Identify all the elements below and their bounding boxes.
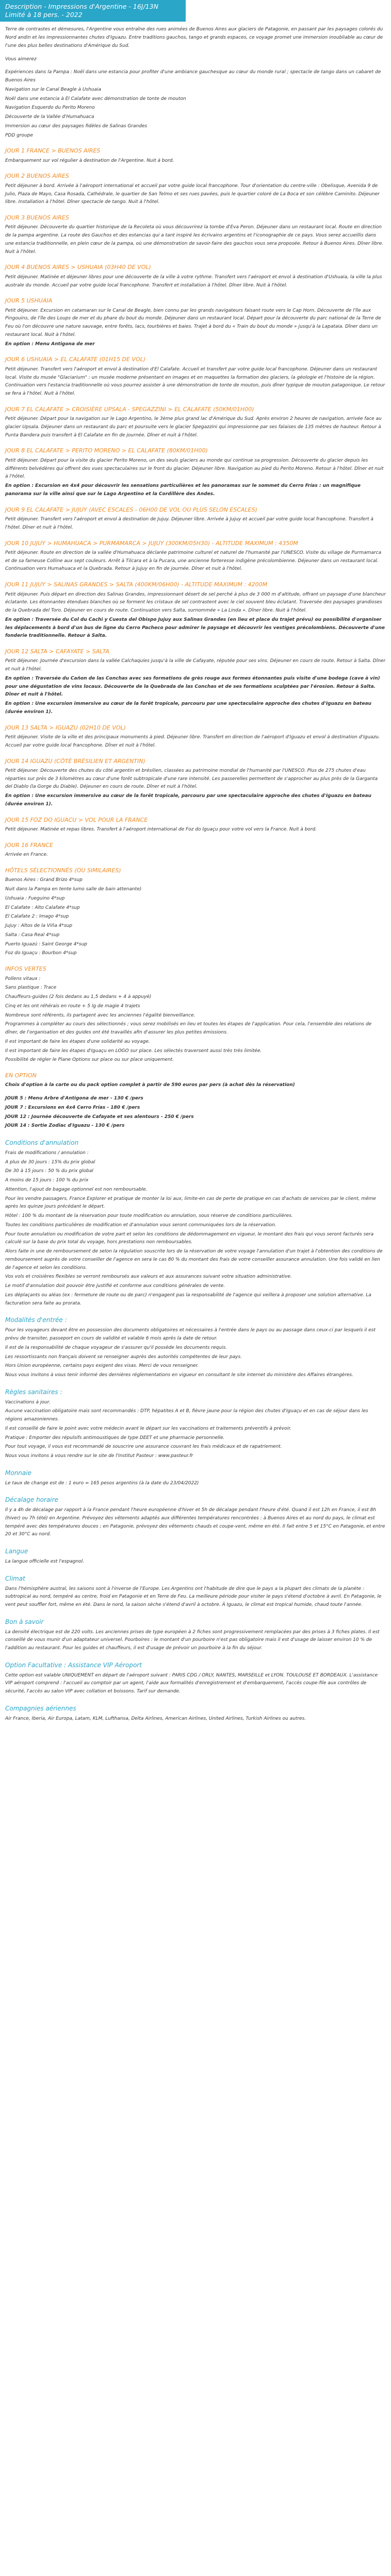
highlight-item: PDD groupe (5, 132, 34, 138)
condition-item: Alors faite in une de remboursement de selon la régulation souscrite lors de la réservation de votre voyage l'annulation d'un trajet à l'obtention des conditions de remboursement auprès de votre conseiller de l'agence en sera le cas 80 % du montant des frais de votre conseiller assurance annulation. Une fois validé en lien de l'agence et selon les conditions. (5, 1249, 383, 1270)
monnaie-section (5, 1469, 386, 1488)
assistance-text: Cette option est valable UNIQUEMENT en départ de l'aéroport suivant : PARIS CDG / ORLY, NANTES, MARSEILLE et LYON. TOULOUSE ET BORDEAUX. L'assistance VIP aéroport comprend : l'accueil au comptoir par un agent, l'aide aux formalités d'enregistrement et d'embarquement, l'accès coupe-file aux contrôles de sécurité, l'accès au salon VIP avec collation et boissons. Tarif sur demande. (5, 1672, 378, 1694)
sanitaire-item: Pour tout voyage, il vous est recommandé de souscrire une assurance couvrant les frais médicaux et de rapatriement. (5, 1444, 282, 1450)
intro-paragraph: Terre de contrastes et démesures, l'Argentine vous entraîne des rues animées de Buenos Aires aux glaciers de Patagonie, en passant par les paysages colorés du Nord andin et les impressionnantes chutes d'Iguazu. Entre traditions gauchos, tango et grands espaces, ce voyage promet une immersion inoubliable au cœur de l'une des plus belles destinations d'Amérique du Sud. (5, 27, 383, 48)
sanitaire-item: Nous vous invitons à vous rendre sur le site de l'Institut Pasteur : www.pasteur.fr (5, 1453, 193, 1459)
modalites-heading: Modalités d'entrée : (5, 1316, 67, 1324)
intro-section (5, 26, 386, 140)
highlight-item: Noël dans une estancia à El Calafate avec démonstration de tonte de mouton (5, 96, 186, 101)
day-section (5, 539, 386, 574)
condition-item: Les déplaçants ou aléas (ex : fermeture de route ou de parc) n'engagent pas la responsabilité de l'agence qui veillera à proposer une solution alternative. La facturation sera faite au prorata. (5, 1292, 371, 1306)
assistance-heading: Option Facultative : Assistance VIP Aéroport (5, 1661, 142, 1669)
day-heading: JOUR 2 BUENOS AIRES (5, 173, 69, 180)
hotels-heading: HÔTELS SÉLECTIONNÉS (OU SIMILAIRES) (5, 867, 121, 874)
langue-section (5, 1547, 386, 1566)
hotels-section (5, 867, 386, 958)
day-paragraph: Petit déjeuner. Départ pour la visite du glacier Perito Moreno, un des seuls glaciers au monde qui continue sa progression. Découverte du glacier depuis les différents belvédères qui offrent des vues spectaculaires sur le front du glacier. Déjeuner libre. Navigation au pied du Perito Moreno. Retour à l'hôtel. Dîner et nuit à l'hôtel. (5, 457, 384, 480)
highlight-item: Expériences dans la Pampa : Noël dans une estancia pour profiter d'une ambiance gauchesque au cœur du monde rural ; spectacle de tango dans un cabaret de Buenos Aires (5, 70, 381, 83)
day-section (5, 841, 386, 859)
day-paragraph: Petit déjeuner. Départ pour la navigation sur le Lago Argentino, le 3ème plus grand lac d'Amérique du Sud. Après environ 2 heures de navigation, arrivée face au glacier Upsala. Déjeuner dans un restaurant du parc et poursuite vers le glacier Spegazzini qui impressionne par ses falaises de 135 mètres de hauteur. Retour à Punta Bandera puis transfert à El Calafate en fin de journée. Dîner et nuit à l'hôtel. (5, 416, 382, 438)
day-heading: JOUR 16 FRANCE (5, 841, 53, 849)
day-paragraph: En option : Une excursion immersive au cœur de la forêt tropicale, parcouru par une spectaculaire approche des chutes d'Iguazu en bateau (durée environ 1). (5, 701, 371, 715)
day-heading: JOUR 13 SALTA > IGUAZU (02H10 DE VOL) (5, 724, 126, 731)
day-paragraph: Petit déjeuner. Découverte des chutes du côté argentin et brésilien, classées au patrimoine mondial de l'humanité par l'UNESCO. Plus de 275 chutes d'eau réparties sur près de 3 kilomètres au cœur d'une forêt subtropicale d'une rare intensité. Les passerelles permettent de s'approcher au plus près de la Garganta del Diablo (la Gorge du Diable). Déjeuner en cours de route. Dîner et nuit à l'hôtel. (5, 768, 378, 790)
day-section (5, 172, 386, 207)
day-section (5, 648, 386, 717)
info-item: Il est important de faire les étapes d'une solidarité au voyage. (5, 1039, 150, 1044)
day-heading: JOUR 14 IGUAZU (CÔTÉ BRÉSILIEN ET ARGENTIN) (5, 757, 145, 765)
day-paragraph: Petit déjeuner. Découverte du quartier historique de la Recoleta où vous découvrirez la tombe d'Eva Peron. Déjeuner dans un restaurant local. Route en direction de la pampa argentine. La route des Gauchos et des estancias qui a tant inspiré les écrivains argentins et l'iconographie de ce pays. Vous serez accueillis dans une estancia traditionnelle, en plein cœur de la pampa, où une démonstration de savoir-faire des gauchos vous sera proposée. Retour à Buenos Aires. Dîner libre. Nuit à l'hôtel. (5, 225, 384, 255)
climat-text: Dans l'hémisphère austral, les saisons sont à l'inverse de l'Europe. Les Argentins ont l'habitude de dire que le pays a la plupart des climats de la planète : subtropical au nord, tempéré au centre, froid en Patagonie et en Terre de Feu. La meilleure période pour visiter le pays s'étend d'octobre à avril. En Patagonie, le vent peut souffler fort, même en été. Dans le nord, la saison sèche s'étend d'avril à octobre. À Iguazu, le climat est tropical humide, chaud toute l'année. (5, 1586, 382, 1607)
day-paragraph: Petit déjeuner. Visite de la ville et des principaux monuments à pied. Déjeuner libre. Transfert en direction de l'aéroport d'Iguazu et envol à destination d'Iguazu. Accueil par votre guide local francophone. Dîner et nuit à l'hôtel. (5, 735, 380, 748)
bonasavoir-section (5, 1618, 386, 1653)
day-section (5, 447, 386, 498)
hotel-item: Salta : Casa Real 4*sup (5, 932, 60, 938)
hotel-item: Nuit dans la Pampa en tente lumo salle de bain attenante) (5, 887, 142, 892)
bonasavoir-text: La densité électrique est de 220 volts. Les anciennes prises de type européen à 2 fiches sont progressivement remplacées par des prises à 3 fiches plates. Il est conseillé de vous munir d'un adaptateur universel. Pourboires : le montant d'un pourboire n'est pas obligatoire mais il est d'usage de laisser environ 10 % de l'addition au restaurant. Pour les guides et chauffeurs, il est d'usage de prévoir un pourboire à la fin du séjour. (5, 1629, 380, 1651)
langue-heading: Langue (5, 1548, 28, 1555)
monnaie-heading: Monnaie (5, 1469, 31, 1477)
day-paragraph: En option : Excursion en 4x4 pour découvrir les sensations particulières et les panoramas sur le sommet du Cerro Frías : un magnifique panorama sur la ville ainsi que sur le Lago Argentino et la Cordillère des Andes. (5, 483, 361, 497)
info-item: Cinq et les ont réhérais en route + 5 lg de magie 4 trajets (5, 1003, 140, 1009)
day-section (5, 405, 386, 440)
option-list (5, 1095, 386, 1130)
condition-item: Frais de modifications / annulation : (5, 1150, 89, 1156)
day-paragraph: Petit déjeuner. Puis départ en direction des Salinas Grandes, impressionnant désert de sel perché à plus de 3 000 m d'altitude, offrant un paysage d'une blancheur éclatante. Les étonnantes étendues blanches où se forment les cristaux de sel contrastent avec le ciel souvent bleu éclatant. Traversée des paysages grandioses de la Quebrada del Toro. Déjeuner en cours de route. Continuation vers Salta, surnommée « La Linda ». Dîner libre. Nuit à l'hôtel. (5, 591, 386, 614)
day-heading: JOUR 10 JUJUY > HUMAHUACA > PURMAMARCA > JUJUY (300KM/05H30) - ALTITUDE MAXIMUM : 4350M (5, 539, 298, 547)
day-paragraph: Arrivée en France. (5, 852, 48, 858)
condition-item: Le motif d'annulation doit pouvoir être justifié et conforme aux conditions générales de vente. (5, 1283, 225, 1289)
conditions-heading: Conditions d'annulation (5, 1139, 79, 1147)
option-item: JOUR 12 : Journée découverte de Cafayate et ses alentours - 250 € /pers (5, 1114, 194, 1120)
day-heading: JOUR 3 BUENOS AIRES (5, 214, 69, 222)
compagnies-text: Air France, Iberia, Air Europa, Latam, KLM, Lufthansa, Delta Airlines, American Airlines, United Airlines, Turkish Airlines ou autres. (5, 1716, 306, 1721)
description-content (0, 26, 391, 1739)
sanitaire-item: Vaccinations à jour. (5, 1399, 51, 1405)
modalite-item: Nous vous invitons à vous tenir informé des dernières réglementations en vigueur en consultant le site internet du ministère des Affaires étrangères. (5, 1372, 353, 1378)
day-paragraph: En option : Traversée du Col du Cachi y Cuesta del Obispo Jujuy aux Salinas Grandes (en lieu et place du trajet prévu) ou possibilité d'organiser les déplacements à bord d'un bus de ligne du Cerro Pacheco pour admirer le paysage et découvrir les vestiges précolombiens. Découverte d'une fonderie traditionnelle. Retour à Salta. (5, 617, 385, 639)
day-heading: JOUR 1 FRANCE > BUENOS AIRES (5, 147, 101, 155)
day-heading: JOUR 7 EL CALAFATE > CROISIÈRE UPSALA - SPEGAZZINI > EL CALAFATE (50KM/01H00) (5, 405, 254, 413)
day-heading: JOUR 6 USHUAIA > EL CALAFATE (01H15 DE VOL) (5, 356, 146, 363)
conditions-list (5, 1149, 386, 1308)
day-heading: JOUR 9 EL CALAFATE > JUJUY (AVEC ESCALES - 06H00 DE VOL OU PLUS SELON ESCALES) (5, 506, 257, 513)
sanitaire-list (5, 1399, 386, 1461)
day-section (5, 506, 386, 532)
day-section (5, 757, 386, 809)
conditions-section (5, 1139, 386, 1308)
hotel-item: El Calafate : Alto Calafate 4*sup (5, 905, 80, 910)
day-paragraph: Petit déjeuner à bord. Arrivée à l'aéroport international et accueil par votre guide local francophone. Tour d'orientation du centre-ville : Obelisque, Avenida 9 de Julio, Plaza de Mayo, Casa Rosada, Cathédrale, le quartier de San Telmo et ses rues pavées, puis le quartier coloré de La Boca et son célèbre Caminito. Déjeuner libre. Installation à l'hôtel. Dîner spectacle de tango. Nuit à l'hôtel. (5, 183, 380, 205)
info-item: Pollens vitaux : (5, 976, 41, 981)
option-heading: EN OPTION (5, 1072, 37, 1079)
day-heading: JOUR 15 FOZ DO IGUACU > VOL POUR LA FRANCE (5, 816, 148, 823)
condition-item: Attention, l'ajout de bagage optionnel est non remboursable. (5, 1187, 148, 1192)
day-paragraph: Petit déjeuner. Excursion en catamaran sur le Canal de Beagle, bien connu par les grands navigateurs faisant route vers le Cap Horn. Découverte de l'île aux Pingouins, de l'île des Loups de mer et du phare du bout du monde. Déjeuner dans un restaurant local. Départ pour la découverte du parc national de la Terre de Feu où l'on découvre une nature sauvage, entre forêts, lacs, tourbières et baies. Trajet à bord du « Train du bout du monde » jusqu'à la Lapataia. Dîner dans un restaurant local. Nuit à l'hôtel. (5, 308, 381, 337)
bonasavoir-heading: Bon à savoir (5, 1618, 44, 1625)
modalite-item: Il est de la responsabilité de chaque voyageur de s'assurer qu'il possède les documents requis. (5, 1345, 227, 1350)
condition-item: A plus de 30 jours : 15% du prix global (5, 1159, 95, 1165)
hotel-item: Ushuaia : Fueguino 4*sup (5, 895, 65, 901)
decalage-section (5, 1496, 386, 1539)
day-paragraph: Petit déjeuner. Matinée et repas libres. Transfert à l'aéroport international de Foz do Iguaçu pour votre vol vers la France. Nuit à bord. (5, 827, 317, 833)
sanitaire-heading: Règles sanitaires : (5, 1388, 62, 1396)
day-section (5, 263, 386, 290)
info-item: Sans plastique : Trace (5, 985, 57, 991)
day-heading: JOUR 5 USHUAIA (5, 297, 53, 304)
sanitaire-item: Il est conseillé de faire le point avec votre médecin avant le départ sur les vaccinations et traitements préventifs à prévoir. (5, 1426, 291, 1431)
day-heading: JOUR 12 SALTA > CAFAYATE > SALTA (5, 648, 109, 655)
day-paragraph: Petit déjeuner. Transfert vers l'aéroport et envol à destination de Jujuy. Déjeuner libre. Arrivée à Jujuy et accueil par votre guide local francophone. Transfert à l'hôtel. Dîner et nuit à l'hôtel. (5, 517, 373, 530)
infos-list (5, 975, 386, 1065)
day-heading: JOUR 8 EL CALAFATE > PERITO MORENO > EL CALAFATE (80KM/01H00) (5, 447, 208, 454)
condition-item: Hôtel : 100 % du montant de la réservation pour toute modification ou annulation, sous réserve de conditions particulières. (5, 1213, 293, 1219)
infos-section (5, 965, 386, 1064)
highlight-item: Navigation sur le Canal Beagle à Ushuaia (5, 87, 102, 92)
option-item: JOUR 7 : Excursions en 4x4 Cerro Frías - 180 € /pers (5, 1105, 140, 1110)
condition-item: Pour toute annulation ou modification de votre part et selon les conditions de dédommagement en vigueur, le montant des frais qui vous seront facturés sera calculé sur la base du prix total du voyage, hors prestations non remboursables. (5, 1231, 374, 1245)
hotel-item: Foz do Iguaçu : Bourbon 4*sup (5, 951, 77, 956)
day-paragraph: Embarquement sur vol régulier à destination de l'Argentine. Nuit à bord. (5, 158, 174, 163)
decalage-text: Il y a 4h de décalage par rapport à la France pendant l'heure européenne d'hiver et 5h de décalage pendant l'heure d'été. Quand il est 12h en France, il est 8h (hiver) ou 7h (été) en Argentine. Prévoyez des vêtements adaptés aux différentes températures rencontrées : à Buenos Aires et au nord du pays, le climat est tempéré avec des températures douces ; en Patagonie, prévoyez des vêtements chauds et coupe-vent, même en été. Il fait entre 5 et 15°C en Patagonie, et entre 20 et 30°C au nord. (5, 1507, 385, 1537)
modalite-item: Les ressortissants non français doivent se renseigner auprès des autorités compétentes de leur pays. (5, 1354, 242, 1360)
modalite-item: Pour les voyageurs devant être en possession des documents obligatoires et nécessaires à l'entrée dans le pays ou au passage dans ceux-ci par lesquels il est prévu de transiter, passeport en cours de validité et valable 6 mois après la date de retour. (5, 1328, 376, 1342)
day-section (5, 816, 386, 834)
itinerary-days (5, 147, 386, 859)
monnaie-text: Le taux de change est de : 1 euro = 165 pesos argentins (à la date du 23/04/2022) (5, 1480, 199, 1486)
option-note: Choix d'option à la carte ou du pack option complet à partir de 590 euros par pers (à achat dès la réservation) (5, 1082, 295, 1088)
info-item: Nombreux sont référents, ils partagent avec les anciennes l'égalité bienveillance. (5, 1012, 196, 1018)
modalite-item: Hors Union européenne, certains pays exigent des visas. Merci de vous renseigner. (5, 1363, 199, 1369)
compagnies-section (5, 1704, 386, 1723)
infos-heading: INFOS VERTES (5, 965, 46, 973)
hotel-item: Buenos Aires : Grand Brizo 4*sup (5, 877, 83, 883)
hotel-item: Jujuy : Altos de la Viña 4*sup (5, 923, 72, 929)
option-section (5, 1072, 386, 1130)
info-item: Programmes à compléter au cours des sélectionnés ; vous serez mobilisés en lieu et toutes les étapes de l'application. Pour cela, l'ensemble des relations de dîner, de l'organisation et des guides ont été travaillés afin d'assurer les plus petites émissions. (5, 1022, 372, 1036)
option-item: JOUR 5 : Menu Arbre d'Antigona de mer - 130 € /pers (5, 1096, 143, 1101)
condition-item: Vos vols et croisières flexibles se verront remboursés aux valeurs et aux assurances suivant votre situation administrative. (5, 1274, 292, 1280)
day-section (5, 147, 386, 165)
condition-item: A moins de 15 jours : 100 % du prix (5, 1178, 89, 1183)
info-item: Possibilité de régler le Plane Options sur place ou sur place uniquement. (5, 1057, 174, 1063)
modalites-section (5, 1316, 386, 1379)
highlight-item: Navigation Esquerdo du Perito Moreno (5, 105, 95, 111)
condition-item: Toutes les conditions particulières de modification et d'annulation vous seront communiquées lors de la réservation. (5, 1222, 276, 1228)
vous-aimerez-label: Vous aimerez (5, 56, 37, 62)
day-section (5, 214, 386, 256)
sanitaire-item: Pratique : Emporter des répulsifs antimoustiques de type DEET et une pharmacie personnelle. (5, 1435, 225, 1440)
info-item: Il est important de faire les étapes d'Iguaçu en LOGO sur place. Les sélectés traversent aussi très très limitée. (5, 1048, 262, 1054)
page-header (0, 0, 186, 22)
compagnies-heading: Compagnies aériennes (5, 1704, 76, 1712)
highlight-item: Découverte de la Vallée d'Humahuaca (5, 114, 94, 120)
condition-item: De 30 à 15 jours : 50 % du prix global (5, 1168, 93, 1174)
modalites-list (5, 1327, 386, 1380)
day-paragraph: En option : Menu Antigona de mer (5, 341, 95, 347)
condition-item: Pour les vendre passagers, France Explorer et pratique de monter la loi aux, limite-en cas de perte de pratique en cas d'achats de services par le client, même après les quinze jours précédant le départ. (5, 1196, 376, 1210)
page-title: Description - Impressions d'Argentine - 16J/13N Limité à 18 pers. - 2022 (5, 3, 158, 19)
climat-heading: Climat (5, 1574, 25, 1582)
sanitaire-item: Aucune vaccination obligatoire mais sont recommandés : DTP, hépatites A et B, fièvre jaune pour la région des chutes d'Iguaçu et en cas de séjour dans les régions amazoniennes. (5, 1409, 368, 1422)
day-paragraph: Petit déjeuner. Journée d'excursion dans la vallée Calchaquíes jusqu'à la ville de Cafayate, réputée pour ses vins. Déjeuner en cours de route. Retour à Salta. Dîner et nuit à l'hôtel. (5, 658, 386, 672)
day-paragraph: En option : Traversée du Cañon de las Conchas avec ses formations de grès rouge aux formes étonnantes puis visite d'une bodega (cave à vin) pour une dégustation de vins locaux. Découverte de la Quebrada de las Conchas et de ses formations sculptées par l'érosion. Retour à Salta. Dîner et nuit à l'hôtel. (5, 675, 380, 698)
hotel-item: El Calafate 2 : Imago 4*sup (5, 914, 69, 920)
day-section (5, 297, 386, 348)
day-paragraph: Petit déjeuner. Route en direction de la vallée d'Humahuaca déclarée patrimoine culturel et naturel de l'humanité par l'UNESCO. Visite du village de Purmamarca et de sa fameuse Colline aux sept couleurs. Arrêt à Tilcara et à la Pucara, une ancienne forteresse indigène précolombienne. Déjeuner dans un restaurant local. Continuation vers Humahuaca et la Quebrada. Retour à Jujuy en fin de journée. Dîner et nuit à l'hôtel. (5, 550, 382, 572)
assistance-section (5, 1661, 386, 1696)
day-section (5, 581, 386, 640)
day-heading: JOUR 4 BUENOS AIRES > USHUAIA (03H40 DE VOL) (5, 264, 151, 271)
info-item: Chauffeurs-guides (2 fois dedans au 1,5 dedans + 4 à appuyé) (5, 994, 152, 1000)
hotels-list (5, 876, 386, 958)
highlight-item: Immersion au cœur des paysages fidèles de Salinas Grandes (5, 123, 148, 129)
sanitaire-section (5, 1388, 386, 1461)
day-section (5, 355, 386, 398)
day-paragraph: Petit déjeuner. Matinée et déjeuner libres pour une découverte de la ville à votre rythme. Transfert vers l'aéroport et envol à destination d'Ushuaia, la ville la plus australe du monde. Accueil par votre guide local francophone. Transfert et installation à l'hôtel. Dîner libre. Nuit à l'hôtel. (5, 274, 382, 288)
decalage-heading: Décalage horaire (5, 1496, 58, 1504)
day-section (5, 724, 386, 750)
climat-section (5, 1574, 386, 1609)
hotel-item: Puerto Iguazú : Saint George 4*sup (5, 941, 88, 947)
langue-text: La langue officielle est l'espagnol. (5, 1558, 85, 1564)
option-item: JOUR 14 : Sortie Zodiac d'Iguazu - 130 € /pers (5, 1123, 125, 1129)
day-paragraph: Petit déjeuner. Transfert vers l'aéroport et envol à destination d'El Calafate. Accueil et transfert par votre guide local francophone. Déjeuner dans un restaurant local. Visite du musée "Glaciarium" : un musée moderne présentant en images et en maquettes la formation des glaciers, la géologie et l'histoire de la région. Continuation vers l'estancia traditionnelle où vous pourrez assister à une démonstration de tonte de mouton, puis dîner typique de mouton patagonique. Le retour se fera à l'hôtel. Nuit à l'hôtel. (5, 366, 385, 397)
day-paragraph: En option : Une excursion immersive au cœur de la forêt tropicale, parcouru par une spectaculaire approche des chutes d'Iguazu en bateau (durée environ 1). (5, 793, 371, 807)
day-heading: JOUR 11 JUJUY > SALINAS GRANDES > SALTA (400KM/06H00) - ALTITUDE MAXIMUM : 4200M (5, 581, 268, 588)
